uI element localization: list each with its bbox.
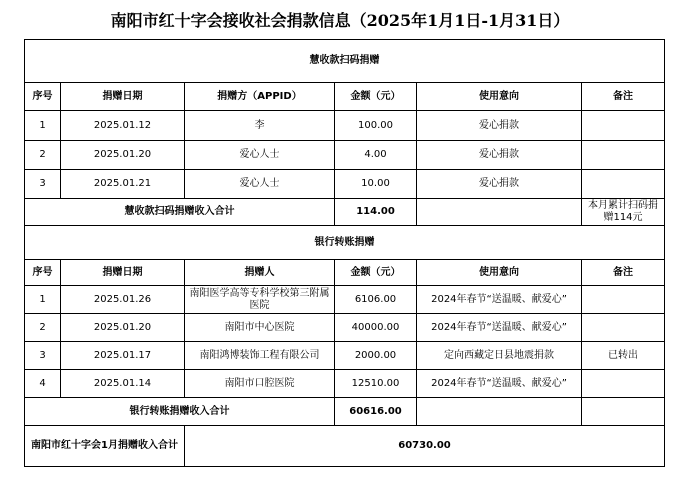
qr-section-title: 慧收款扫码捐赠 [25,40,665,83]
cell-date: 2025.01.12 [61,111,185,141]
cell-purpose: 爱心捐款 [417,111,582,141]
qr-total-row [25,199,665,226]
cell-amount: 12510.00 [335,370,417,398]
bank-total-purpose [417,398,582,426]
header-purpose: 使用意向 [417,83,582,111]
bank-total-note [582,398,665,426]
cell-date: 2025.01.26 [61,286,185,314]
cell-date: 2025.01.21 [61,170,185,199]
table-row [25,170,665,199]
qr-total-amount: 114.00 [335,199,417,226]
cell-donor: 南阳医学高等专科学校第三附属医院 [185,286,335,314]
grand-total-amount: 60730.00 [185,426,665,467]
donation-table [24,39,665,467]
bank-total-row [25,398,665,426]
header-note: 备注 [582,260,665,286]
cell-date: 2025.01.20 [61,314,185,342]
cell-donor: 南阳市中心医院 [185,314,335,342]
header-donor: 捐赠方（APPID） [185,83,335,111]
cell-donor: 爱心人士 [185,141,335,170]
table-row [25,141,665,170]
header-amount: 金额（元） [335,83,417,111]
cell-amount: 4.00 [335,141,417,170]
document-title: 南阳市红十字会接收社会捐款信息（2025年1月1日-1月31日） [110,11,570,30]
cell-note: 已转出 [582,342,665,370]
bank-header-row [25,260,665,286]
cell-note [582,286,665,314]
qr-total-label: 慧收款扫码捐赠收入合计 [25,199,335,226]
cell-donor: 南阳鸿博装饰工程有限公司 [185,342,335,370]
qr-total-note: 本月累计扫码捐赠114元 [582,199,665,226]
table-row [25,370,665,398]
cell-date: 2025.01.20 [61,141,185,170]
cell-amount: 2000.00 [335,342,417,370]
header-date: 捐赠日期 [61,260,185,286]
cell-note [582,370,665,398]
cell-donor: 南阳市口腔医院 [185,370,335,398]
cell-note [582,111,665,141]
bank-section-title-row [25,226,665,260]
cell-donor: 爱心人士 [185,170,335,199]
cell-purpose: 2024年春节“送温暖、献爱心” [417,314,582,342]
cell-note [582,170,665,199]
cell-amount: 6106.00 [335,286,417,314]
header-donor: 捐赠人 [185,260,335,286]
cell-purpose: 2024年春节“送温暖、献爱心” [417,286,582,314]
header-no: 序号 [25,260,61,286]
header-date: 捐赠日期 [61,83,185,111]
cell-no: 3 [25,342,61,370]
table-row [25,314,665,342]
cell-no: 3 [25,170,61,199]
cell-donor: 李 [185,111,335,141]
cell-no: 1 [25,286,61,314]
cell-amount: 40000.00 [335,314,417,342]
cell-date: 2025.01.17 [61,342,185,370]
cell-no: 2 [25,141,61,170]
header-purpose: 使用意向 [417,260,582,286]
header-no: 序号 [25,83,61,111]
qr-section-title-row [25,40,665,83]
cell-date: 2025.01.14 [61,370,185,398]
cell-purpose: 2024年春节“送温暖、献爱心” [417,370,582,398]
cell-purpose: 爱心捐款 [417,141,582,170]
cell-no: 1 [25,111,61,141]
bank-total-amount: 60616.00 [335,398,417,426]
cell-no: 2 [25,314,61,342]
table-row [25,286,665,314]
bank-section-title: 银行转账捐赠 [25,226,665,260]
header-amount: 金额（元） [335,260,417,286]
cell-note [582,314,665,342]
qr-total-purpose [417,199,582,226]
cell-note [582,141,665,170]
cell-amount: 100.00 [335,111,417,141]
table-row [25,111,665,141]
header-note: 备注 [582,83,665,111]
bank-total-label: 银行转账捐赠收入合计 [25,398,335,426]
qr-header-row [25,83,665,111]
cell-no: 4 [25,370,61,398]
grand-total-label: 南阳市红十字会1月捐赠收入合计 [25,426,185,467]
table-row [25,342,665,370]
grand-total-row [25,426,665,467]
cell-purpose: 定向西藏定日县地震捐款 [417,342,582,370]
cell-purpose: 爱心捐款 [417,170,582,199]
cell-amount: 10.00 [335,170,417,199]
